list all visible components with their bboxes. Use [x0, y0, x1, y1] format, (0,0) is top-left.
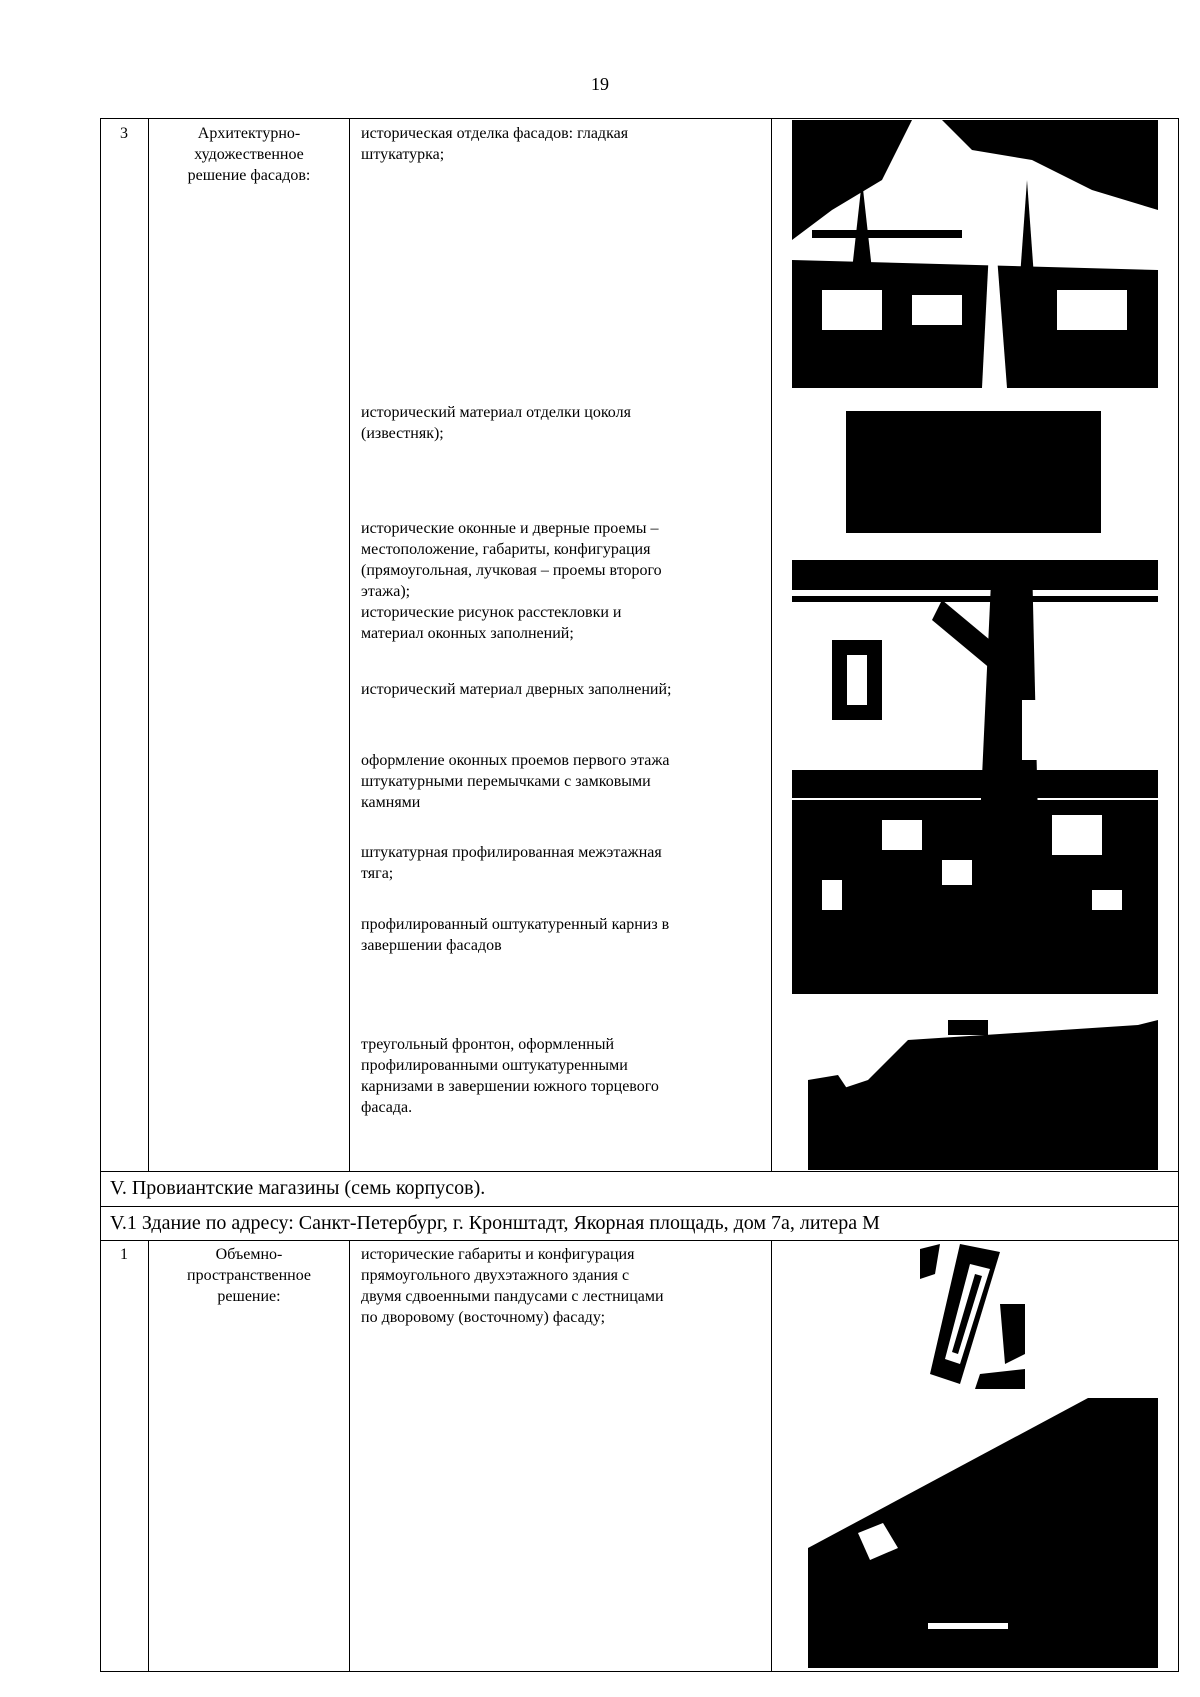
item-line: (прямоугольная, лучковая – проемы второго: [361, 562, 662, 579]
item-line: исторический материал дверных заполнений;: [361, 681, 672, 698]
building-photo: [808, 1398, 1158, 1668]
item-line: треугольный фронтон, оформленный: [361, 1036, 615, 1053]
item-line: по дворовому (восточному) фасаду;: [361, 1309, 606, 1326]
item-line: тяга;: [361, 865, 394, 882]
category-line: художественное: [194, 146, 304, 163]
category-line: Архитектурно-: [197, 125, 301, 142]
row-number: 1: [120, 1246, 128, 1263]
category-line: решение фасадов:: [187, 167, 311, 184]
site-plan-image: [920, 1244, 1025, 1389]
item-line: камнями: [361, 794, 421, 811]
item-line: фасада.: [361, 1099, 413, 1116]
subsection-heading: V.1 Здание по адресу: Санкт-Петербург, г. Кронштадт, Якорная площадь, дом 7а, литера М: [110, 1212, 880, 1234]
category-line: Объемно-: [215, 1246, 283, 1263]
item-line: (известняк);: [361, 425, 444, 442]
facade-photo-1: [792, 120, 1158, 388]
item-line: исторические рисунок расстекловки и: [361, 604, 622, 621]
category-line: пространственное: [187, 1267, 311, 1284]
item-line: двумя сдвоенными пандусами с лестницами: [361, 1288, 664, 1305]
item-line: карнизами в завершении южного торцевого: [361, 1078, 659, 1095]
item-line: штукатурка;: [361, 146, 445, 163]
item-line: штукатурными перемычками с замковыми: [361, 773, 651, 790]
item-line: местоположение, габариты, конфигурация: [361, 541, 651, 558]
plinth-photo: [846, 411, 1101, 533]
item-line: профилированный оштукатуренный карниз в: [361, 916, 670, 933]
item-line: историческая отделка фасадов: гладкая: [361, 125, 629, 142]
page-number: 19: [591, 74, 609, 94]
category-line: решение:: [217, 1288, 281, 1305]
item-line: штукатурная профилированная межэтажная: [361, 844, 662, 861]
item-line: этажа);: [361, 583, 411, 600]
item-line: исторический материал отделки цоколя: [361, 404, 631, 421]
section-heading: V. Провиантские магазины (семь корпусов).: [110, 1177, 486, 1199]
item-line: оформление оконных проемов первого этажа: [361, 752, 670, 769]
item-line: завершении фасадов: [361, 937, 502, 954]
item-line: профилированными оштукатуренными: [361, 1057, 628, 1074]
item-line: исторические оконные и дверные проемы –: [361, 520, 659, 537]
row-number: 3: [120, 125, 128, 142]
pediment-photo: [808, 1020, 1158, 1170]
facade-photo-2: [792, 560, 1158, 994]
item-line: прямоугольного двухэтажного здания с: [361, 1267, 630, 1284]
item-line: материал оконных заполнений;: [361, 625, 574, 642]
item-line: исторические габариты и конфигурация: [361, 1246, 635, 1263]
